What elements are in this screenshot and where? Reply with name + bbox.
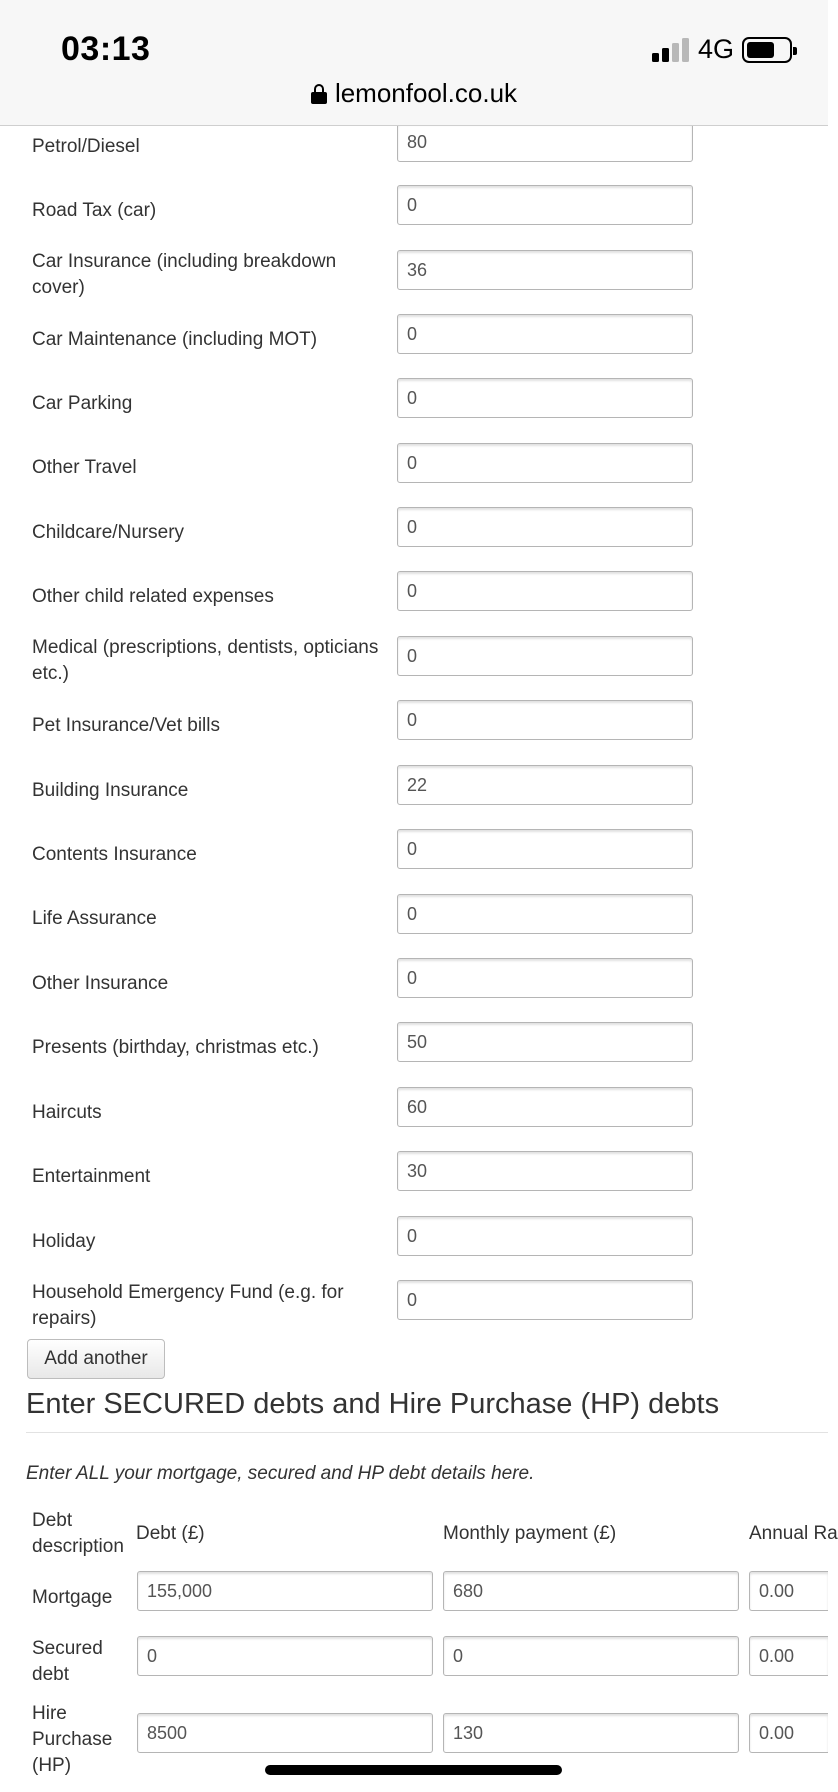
expense-input-building-insurance[interactable] xyxy=(397,765,693,805)
debt-label-hire-purchase: Hire Purchase (HP) xyxy=(32,1703,113,1776)
expense-label-life-assurance: Life Assurance xyxy=(32,908,157,929)
header-debt: Debt (£) xyxy=(136,1523,205,1544)
expense-input-car-parking[interactable] xyxy=(397,378,693,418)
debt-label-secured: Secured debt xyxy=(32,1638,103,1685)
expense-input-haircuts[interactable] xyxy=(397,1087,693,1127)
expense-input-road-tax[interactable] xyxy=(397,185,693,225)
expense-label-haircuts: Haircuts xyxy=(32,1102,102,1123)
home-indicator[interactable] xyxy=(265,1765,562,1775)
secured-debts-note: Enter ALL your mortgage, secured and HP debt details here. xyxy=(26,1463,535,1484)
expense-input-other-insurance[interactable] xyxy=(397,958,693,998)
expense-input-child-expenses[interactable] xyxy=(397,571,693,611)
status-time: 03:13 xyxy=(61,30,151,68)
expense-input-contents-insurance[interactable] xyxy=(397,829,693,869)
battery-icon xyxy=(742,37,792,63)
expense-input-car-maintenance[interactable] xyxy=(397,314,693,354)
expense-input-presents[interactable] xyxy=(397,1022,693,1062)
expense-input-holiday[interactable] xyxy=(397,1216,693,1256)
address-bar[interactable] xyxy=(0,78,828,109)
section-divider xyxy=(26,1432,828,1433)
expense-label-holiday: Holiday xyxy=(32,1231,96,1252)
expense-label-emergency-fund: Household Emergency Fund (e.g. for repairs) xyxy=(32,1282,344,1329)
expense-input-pet-insurance[interactable] xyxy=(397,700,693,740)
add-another-button[interactable]: Add another xyxy=(27,1339,165,1379)
header-annual-rate: Annual Ra xyxy=(749,1523,838,1544)
expense-input-childcare[interactable] xyxy=(397,507,693,547)
secured-rate-input[interactable] xyxy=(749,1636,828,1676)
debt-label-mortgage: Mortgage xyxy=(32,1587,113,1608)
expense-input-other-travel[interactable] xyxy=(397,443,693,483)
expense-label-car-parking: Car Parking xyxy=(32,393,133,414)
browser-top-bar xyxy=(0,0,828,126)
expense-label-medical: Medical (prescriptions, dentists, opticians etc.) xyxy=(32,637,379,684)
expense-label-child-expenses: Other child related expenses xyxy=(32,586,274,607)
secured-monthly-input[interactable] xyxy=(443,1636,739,1676)
expense-label-other-travel: Other Travel xyxy=(32,457,137,478)
lock-icon xyxy=(311,84,327,104)
mortgage-debt-input[interactable] xyxy=(137,1571,433,1611)
expense-label-car-insurance: Car Insurance (including breakdown cover) xyxy=(32,251,337,298)
header-debt-description: Debt description xyxy=(32,1510,124,1557)
expense-label-other-insurance: Other Insurance xyxy=(32,973,169,994)
hp-monthly-input[interactable] xyxy=(443,1713,739,1753)
expense-label-entertainment: Entertainment xyxy=(32,1166,151,1187)
secured-debt-input[interactable] xyxy=(137,1636,433,1676)
secured-debts-heading: Enter SECURED debts and Hire Purchase (HP) debts xyxy=(26,1388,720,1420)
network-type: 4G xyxy=(698,34,735,64)
expense-input-entertainment[interactable] xyxy=(397,1151,693,1191)
hp-debt-input[interactable] xyxy=(137,1713,433,1753)
expense-input-car-insurance[interactable] xyxy=(397,250,693,290)
hp-rate-input[interactable] xyxy=(749,1713,828,1753)
expense-label-road-tax: Road Tax (car) xyxy=(32,200,157,221)
expense-label-presents: Presents (birthday, christmas etc.) xyxy=(32,1037,319,1058)
url-domain: lemonfool.co.uk xyxy=(334,78,518,108)
expense-input-emergency-fund[interactable] xyxy=(397,1280,693,1320)
expense-label-car-maintenance: Car Maintenance (including MOT) xyxy=(32,329,318,350)
expense-input-medical[interactable] xyxy=(397,636,693,676)
header-monthly-payment: Monthly payment (£) xyxy=(443,1523,617,1544)
expense-label-building-insurance: Building Insurance xyxy=(32,780,189,801)
mortgage-monthly-input[interactable] xyxy=(443,1571,739,1611)
expense-label-childcare: Childcare/Nursery xyxy=(32,522,185,543)
expense-label-petrol: Petrol/Diesel xyxy=(32,136,140,157)
expense-label-contents-insurance: Contents Insurance xyxy=(32,844,197,865)
signal-icon xyxy=(652,38,692,62)
expense-input-petrol[interactable] xyxy=(397,122,693,162)
expense-label-pet-insurance: Pet Insurance/Vet bills xyxy=(32,715,220,736)
expense-input-life-assurance[interactable] xyxy=(397,894,693,934)
mortgage-rate-input[interactable] xyxy=(749,1571,828,1611)
